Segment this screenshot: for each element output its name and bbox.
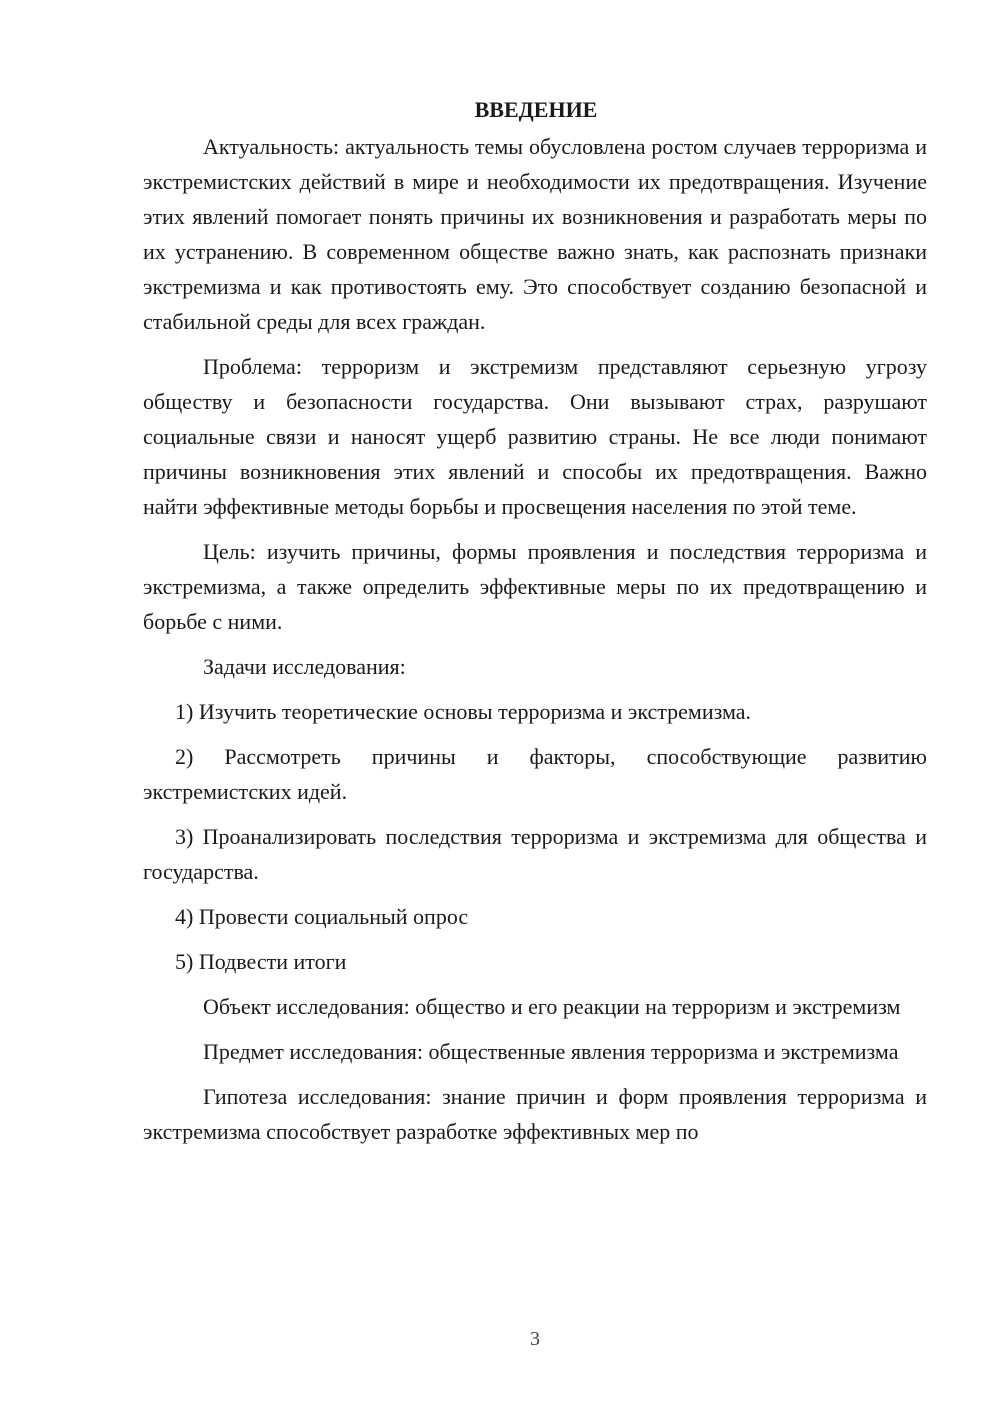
task-item-4: 4) Провести социальный опрос xyxy=(175,904,469,929)
task-item-5: 5) Подвести итоги xyxy=(175,949,347,974)
tasks-heading: Задачи исследования: xyxy=(203,654,406,679)
relevance-paragraph: Актуальность: актуальность темы обусловлена ростом случаев терроризма и экстремистских действий в мире и необходимости их предотвращения. Изучение этих явлений помогает понять причины их возникновения и разработать меры по их устранению. В современном обществе важно знать, как распознать признаки экстремизма и как противостоять ему. Это способствует созданию безопасной и стабильной среды для всех граждан. xyxy=(143,134,927,334)
hypothesis-paragraph: Гипотеза исследования: знание причин и форм проявления терроризма и экстремизма способствует разработке эффективных мер по xyxy=(143,1084,927,1144)
document-page xyxy=(143,92,927,1149)
page-title: ВВЕДЕНИЕ xyxy=(474,97,598,122)
subject-paragraph: Предмет исследования: общественные явления терроризма и экстремизма xyxy=(203,1039,899,1064)
page-number: 3 xyxy=(530,1328,540,1350)
task-item-1: 1) Изучить теоретические основы терроризма и экстремизма. xyxy=(175,699,752,724)
task-item-3: 3) Проанализировать последствия терроризма и экстремизма для общества и государства. xyxy=(143,824,927,884)
object-paragraph: Объект исследования: общество и его реакции на терроризм и экстремизм xyxy=(203,994,901,1019)
goal-paragraph: Цель: изучить причины, формы проявления и последствия терроризма и экстремизма, а также определить эффективные меры по их предотвращению и борьбе с ними. xyxy=(143,539,927,634)
problem-paragraph: Проблема: терроризм и экстремизм представляют серьезную угрозу обществу и безопасности государства. Они вызывают страх, разрушают социальные связи и наносят ущерб развитию страны. Не все люди понимают причины возникновения этих явлений и способы их предотвращения. Важно найти эффективные методы борьбы и просвещения населения по этой теме. xyxy=(143,354,927,519)
task-item-2: 2) Рассмотреть причины и факторы, способствующие развитию экстремистских идей. xyxy=(143,744,927,804)
